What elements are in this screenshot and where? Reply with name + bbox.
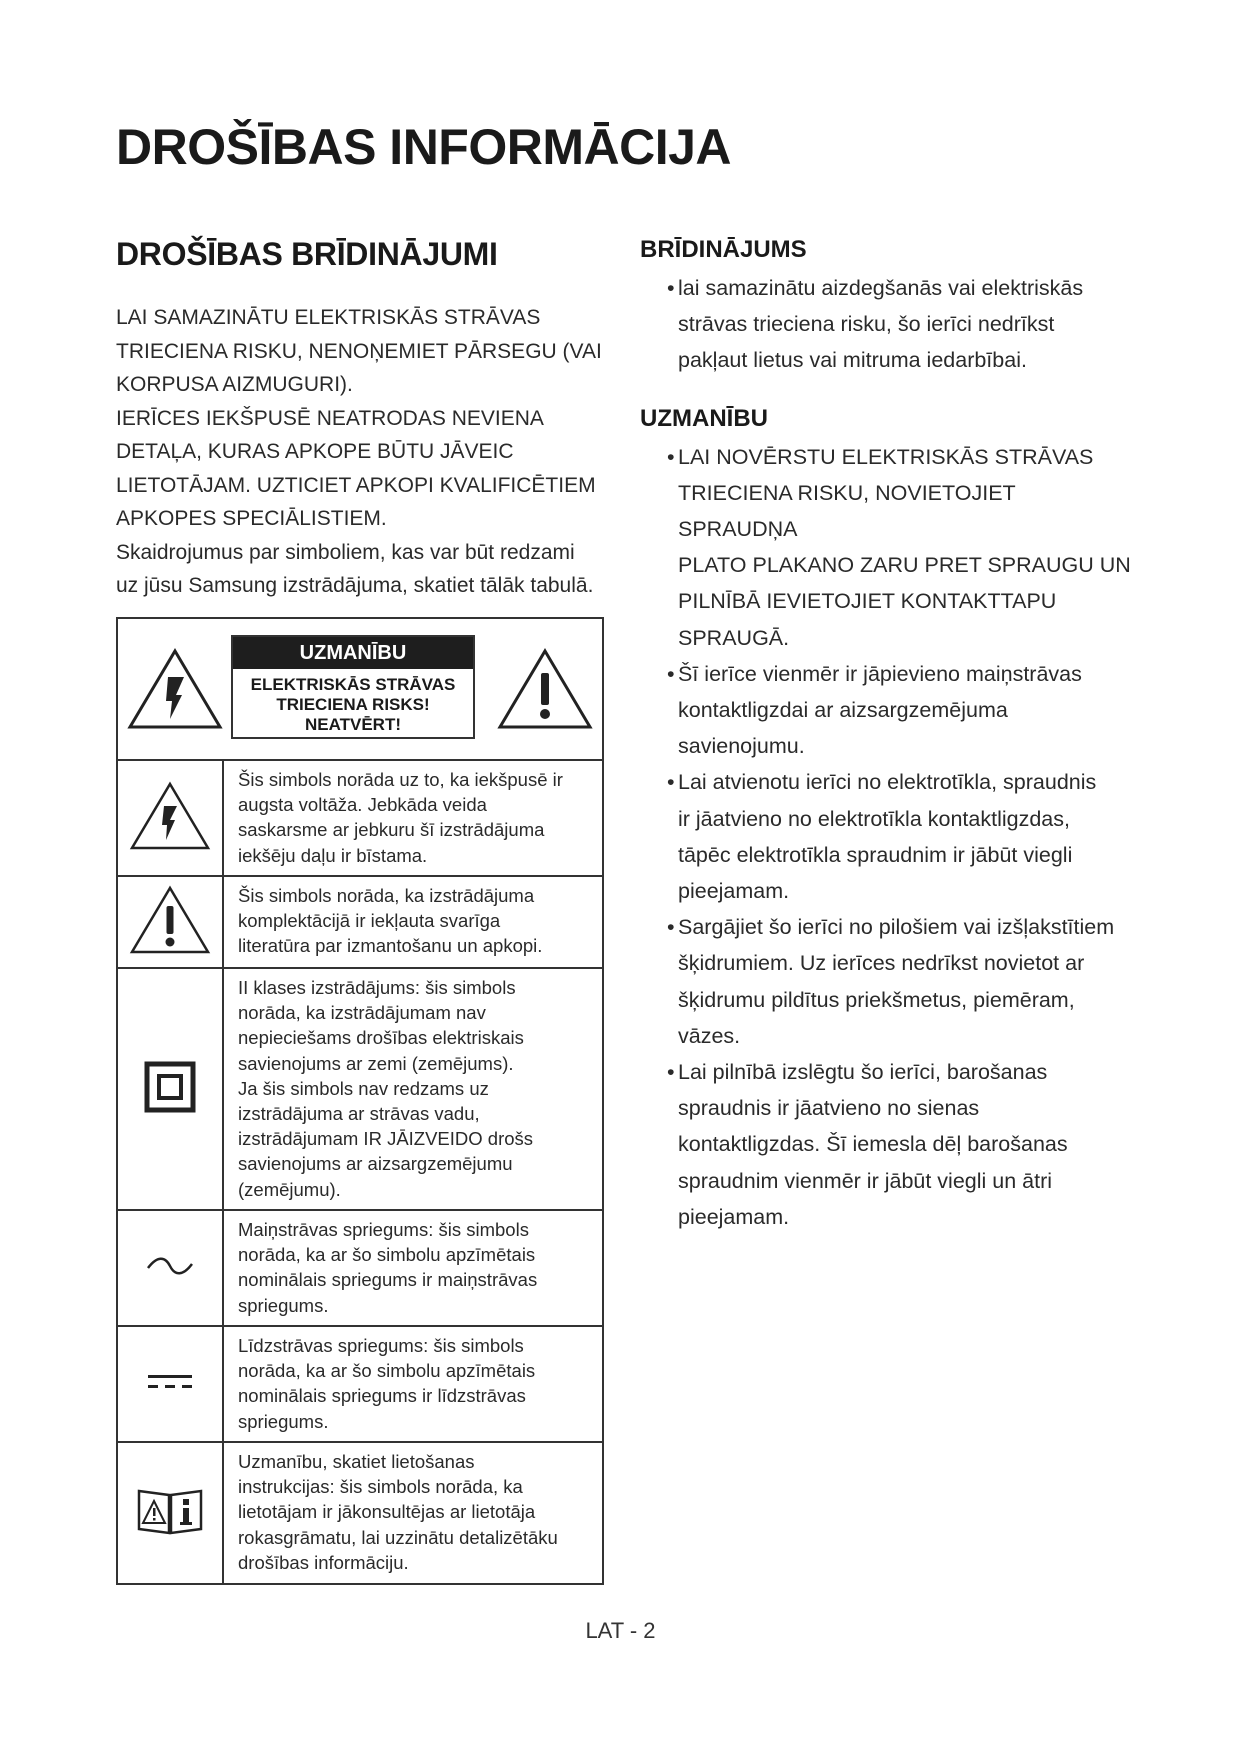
- bullet-icon: •: [667, 1060, 675, 1085]
- text-line: PILNĪBĀ IEVIETOJIET KONTAKTTAPU: [678, 589, 1057, 614]
- text-line: instrukcijas: šis simbols norāda, ka: [238, 1476, 523, 1498]
- text-line: TRIECIENA RISKU, NENOŅEMIET PĀRSEGU (VAI: [116, 339, 602, 363]
- warning-list: [640, 270, 1140, 379]
- text-line: PLATO PLAKANO ZARU PRET SPRAUGU UN: [678, 553, 1131, 578]
- text-line: norāda, ka izstrādājumam nav: [238, 1002, 486, 1024]
- symbol-description: [224, 1443, 602, 1583]
- text-line: ir jāatvieno no elektrotīkla kontaktligzdas,: [678, 806, 1070, 831]
- text-line: II klases izstrādājums: šis simbols: [238, 977, 516, 998]
- text-line: iekšēju daļu ir bīstama.: [238, 844, 428, 866]
- text-line: IERĪCES IEKŠPUSĒ NEATRODAS NEVIENA: [116, 406, 544, 430]
- text-line: rokasgrāmatu, lai uzzinātu detalizētāku: [238, 1526, 558, 1548]
- page-number: LAT - 2: [585, 1618, 656, 1643]
- list-item: [640, 270, 1140, 379]
- list-item: [640, 656, 1140, 765]
- bullet-icon: •: [667, 444, 675, 469]
- caution-label-line: ELEKTRISKĀS STRĀVAS: [250, 675, 456, 694]
- text-line: Līdzstrāvas spriegums: šis simbols: [238, 1335, 524, 1356]
- double-insulation-icon: [144, 1061, 196, 1118]
- text-line: kontaktligzdai ar aizsargzemējuma: [678, 698, 1008, 723]
- text-line: savienojums ar zemi (zemējums).: [238, 1052, 514, 1074]
- caution-section: [640, 405, 1140, 1235]
- safety-warnings-text: [116, 301, 606, 603]
- symbol-description: [224, 877, 602, 967]
- manual-info-icon: [135, 1485, 205, 1542]
- list-item: [640, 439, 1140, 656]
- symbol-row-dc-voltage: [118, 1327, 602, 1443]
- text-line: APKOPES SPECIĀLISTIEM.: [116, 507, 387, 530]
- warning-heading: BRĪDINĀJUMS: [640, 236, 807, 263]
- caution-label-box: [231, 635, 475, 739]
- text-line: spriegums.: [238, 1294, 329, 1316]
- symbol-row-high-voltage: [118, 761, 602, 877]
- ac-voltage-icon: [145, 1254, 195, 1283]
- text-line: LAI NOVĒRSTU ELEKTRISKĀS STRĀVAS: [678, 444, 1094, 469]
- warning-section: [640, 236, 1140, 379]
- symbol-row-ac-voltage: [118, 1211, 602, 1327]
- text-line: strāvas trieciena risku, šo ierīci nedrīkst: [678, 312, 1055, 337]
- text-line: komplektācijā ir iekļauta svarīga: [238, 910, 501, 932]
- symbol-row-important-literature: [118, 877, 602, 969]
- text-line: kontaktligzdas. Šī iemesla dēļ barošanas: [678, 1132, 1068, 1157]
- text-line: spriegums.: [238, 1410, 329, 1432]
- page-title: DROŠĪBAS INFORMĀCIJA: [116, 119, 732, 175]
- text-line: Maiņstrāvas spriegums: šis simbols: [238, 1219, 529, 1240]
- text-line: nepieciešams drošības elektriskais: [238, 1027, 524, 1049]
- text-line: SPRAUGĀ.: [678, 625, 790, 650]
- symbol-description: [224, 969, 602, 1209]
- text-line: norāda, ka ar šo simbolu apzīmētais: [238, 1360, 536, 1382]
- bullet-icon: •: [667, 276, 675, 300]
- safety-warnings-heading: DROŠĪBAS BRĪDINĀJUMI: [116, 236, 498, 272]
- text-line: Šī ierīce vienmēr ir jāpievieno maiņstrāvas: [678, 661, 1082, 686]
- text-line: spraudnis ir jāatvieno no sienas: [678, 1096, 980, 1121]
- text-line: Ja šis simbols nav redzams uz: [238, 1077, 489, 1099]
- symbol-description: [224, 761, 602, 875]
- exclamation-triangle-icon: [128, 884, 212, 961]
- bullet-icon: •: [667, 915, 675, 940]
- text-line: pakļaut lietus vai mitruma iedarbībai.: [678, 348, 1027, 373]
- text-line: literatūra par izmantošanu un apkopi.: [238, 935, 543, 957]
- text-line: (zemējumu).: [238, 1178, 341, 1200]
- text-line: lietotājam ir jākonsultējas ar lietotāja: [238, 1501, 536, 1523]
- safety-warnings-section: [116, 236, 606, 603]
- text-line: saskarsme ar jebkuru šī izstrādājuma: [238, 819, 545, 841]
- text-line: nominālais spriegums ir maiņstrāvas: [238, 1269, 538, 1291]
- caution-label-line: TRIECIENA RISKS!: [276, 695, 430, 714]
- text-line: Lai pilnībā izslēgtu šo ierīci, barošanas: [678, 1060, 1048, 1085]
- symbol-description: [224, 1211, 602, 1325]
- text-line: KORPUSA AIZMUGURI).: [116, 373, 353, 396]
- bullet-icon: •: [667, 770, 675, 795]
- text-line: šķidrumu pildītus priekšmetus, piemēram,: [678, 987, 1075, 1012]
- list-item: [640, 909, 1140, 1054]
- symbol-description: [224, 1327, 602, 1441]
- caution-list: [640, 439, 1140, 1235]
- text-line: spraudnim vienmēr ir jābūt viegli un ātri: [678, 1168, 1053, 1193]
- text-line: izstrādājuma ar strāvas vadu,: [238, 1103, 480, 1125]
- warnings-column: [640, 236, 1140, 1235]
- text-line: nominālais spriegums ir līdzstrāvas: [238, 1385, 526, 1407]
- text-line: izstrādājumam IR JĀIZVEIDO drošs: [238, 1128, 534, 1150]
- text-line: pieejamam.: [678, 879, 790, 904]
- lightning-triangle-icon: [126, 647, 224, 736]
- symbols-table-header: [118, 619, 602, 761]
- text-line: drošības informāciju.: [238, 1551, 409, 1573]
- caution-label-message: [233, 669, 473, 735]
- text-line: pieejamam.: [678, 1204, 790, 1229]
- lightning-triangle-icon: [128, 780, 212, 857]
- symbol-row-class-ii: [118, 969, 602, 1211]
- text-line: LAI SAMAZINĀTU ELEKTRISKĀS STRĀVAS: [116, 306, 541, 329]
- text-line: Skaidrojumus par simboliem, kas var būt redzami: [116, 540, 575, 564]
- list-item: [640, 764, 1140, 909]
- text-line: Šis simbols norāda, ka izstrādājuma: [238, 885, 535, 906]
- text-line: TRIECIENA RISKU, NOVIETOJIET SPRAUDŅA: [678, 480, 1016, 542]
- text-line: Uzmanību, skatiet lietošanas: [238, 1451, 475, 1472]
- text-line: uz jūsu Samsung izstrādājuma, skatiet tālāk tabulā.: [116, 574, 594, 597]
- text-line: savienojums ar aizsargzemējumu: [238, 1153, 513, 1175]
- symbol-row-manual: [118, 1443, 602, 1583]
- text-line: lai samazinātu aizdegšanās vai elektriskās: [678, 276, 1084, 300]
- text-line: šķidrumiem. Uz ierīces nedrīkst novietot ar: [678, 951, 1085, 976]
- text-line: tāpēc elektrotīkla spraudnim ir jābūt viegli: [678, 842, 1073, 867]
- text-line: DETAĻA, KURAS APKOPE BŪTU JĀVEIC: [116, 440, 514, 463]
- bullet-icon: •: [667, 661, 675, 686]
- caution-label-band: UZMANĪBU: [233, 637, 473, 669]
- symbols-table: [116, 617, 604, 1585]
- list-item: [640, 1054, 1140, 1235]
- text-line: Sargājiet šo ierīci no pilošiem vai izšļakstītiem: [678, 915, 1115, 940]
- text-line: LIETOTĀJAM. UZTICIET APKOPI KVALIFICĒTIEM: [116, 473, 596, 497]
- text-line: augsta voltāža. Jebkāda veida: [238, 794, 487, 816]
- exclamation-triangle-icon: [496, 647, 594, 736]
- caution-heading: UZMANĪBU: [640, 404, 768, 432]
- text-line: Lai atvienotu ierīci no elektrotīkla, spraudnis: [678, 770, 1097, 795]
- text-line: vāzes.: [678, 1023, 741, 1048]
- text-line: savienojumu.: [678, 734, 805, 759]
- dc-voltage-icon: [147, 1372, 193, 1397]
- caution-label-line: NEATVĒRT!: [304, 715, 401, 734]
- text-line: Šis simbols norāda uz to, ka iekšpusē ir: [238, 769, 563, 790]
- text-line: norāda, ka ar šo simbolu apzīmētais: [238, 1244, 536, 1266]
